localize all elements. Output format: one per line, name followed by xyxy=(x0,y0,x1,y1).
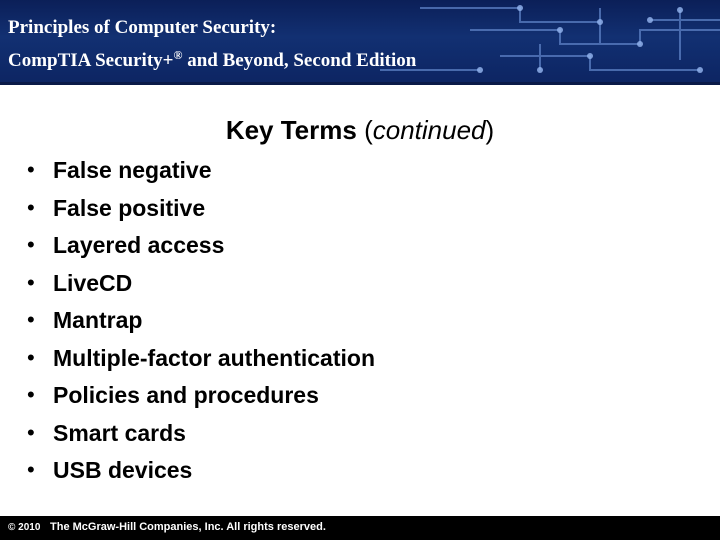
slide-title-subtitle: continued xyxy=(372,115,486,145)
list-item-text: Smart cards xyxy=(53,419,186,446)
copyright-notice: The McGraw-Hill Companies, Inc. All rights reserved. xyxy=(50,521,326,533)
list-item xyxy=(0,342,375,380)
list-item-text: USB devices xyxy=(53,457,193,483)
list-item xyxy=(0,192,375,230)
list-item xyxy=(0,454,375,492)
bullet-icon: • xyxy=(27,269,35,295)
bullet-icon: • xyxy=(27,157,35,182)
list-item-text: False positive xyxy=(53,194,206,221)
bullet-icon: • xyxy=(27,457,35,482)
key-terms-list xyxy=(0,154,375,492)
course-title-line-1: Principles of Computer Security: xyxy=(8,17,277,38)
course-title-prefix: CompTIA Security+ xyxy=(8,50,174,71)
course-title-suffix: and Beyond, Second Edition xyxy=(182,50,417,71)
slide-title-paren-open: ( xyxy=(356,115,373,145)
list-item xyxy=(0,154,375,192)
slide-header-banner xyxy=(0,0,720,82)
bullet-icon: • xyxy=(27,194,35,220)
slide-title-paren-close: ) xyxy=(485,115,495,145)
copyright-year: © 2010 xyxy=(8,522,41,533)
slide-footer xyxy=(0,516,720,540)
list-item-text: Mantrap xyxy=(53,307,143,333)
list-item xyxy=(0,267,375,305)
bullet-icon: • xyxy=(27,344,35,370)
list-item xyxy=(0,379,375,417)
list-item xyxy=(0,304,375,342)
list-item-text: Layered access xyxy=(53,232,225,258)
bullet-icon: • xyxy=(27,382,35,407)
list-item-text: LiveCD xyxy=(53,269,133,296)
list-item xyxy=(0,229,375,267)
course-title-line-2 xyxy=(8,44,416,72)
bullet-icon: • xyxy=(27,419,35,445)
list-item-text: False negative xyxy=(53,157,212,183)
header-divider xyxy=(0,82,720,85)
list-item-text: Multiple-factor authentication xyxy=(53,344,375,371)
slide-title-main: Key Terms xyxy=(225,115,357,145)
list-item-text: Policies and procedures xyxy=(53,382,319,408)
bullet-icon: • xyxy=(27,307,35,332)
registered-mark: ® xyxy=(173,48,183,62)
bullet-icon: • xyxy=(27,232,35,257)
list-item xyxy=(0,417,375,455)
slide-title xyxy=(0,113,720,147)
